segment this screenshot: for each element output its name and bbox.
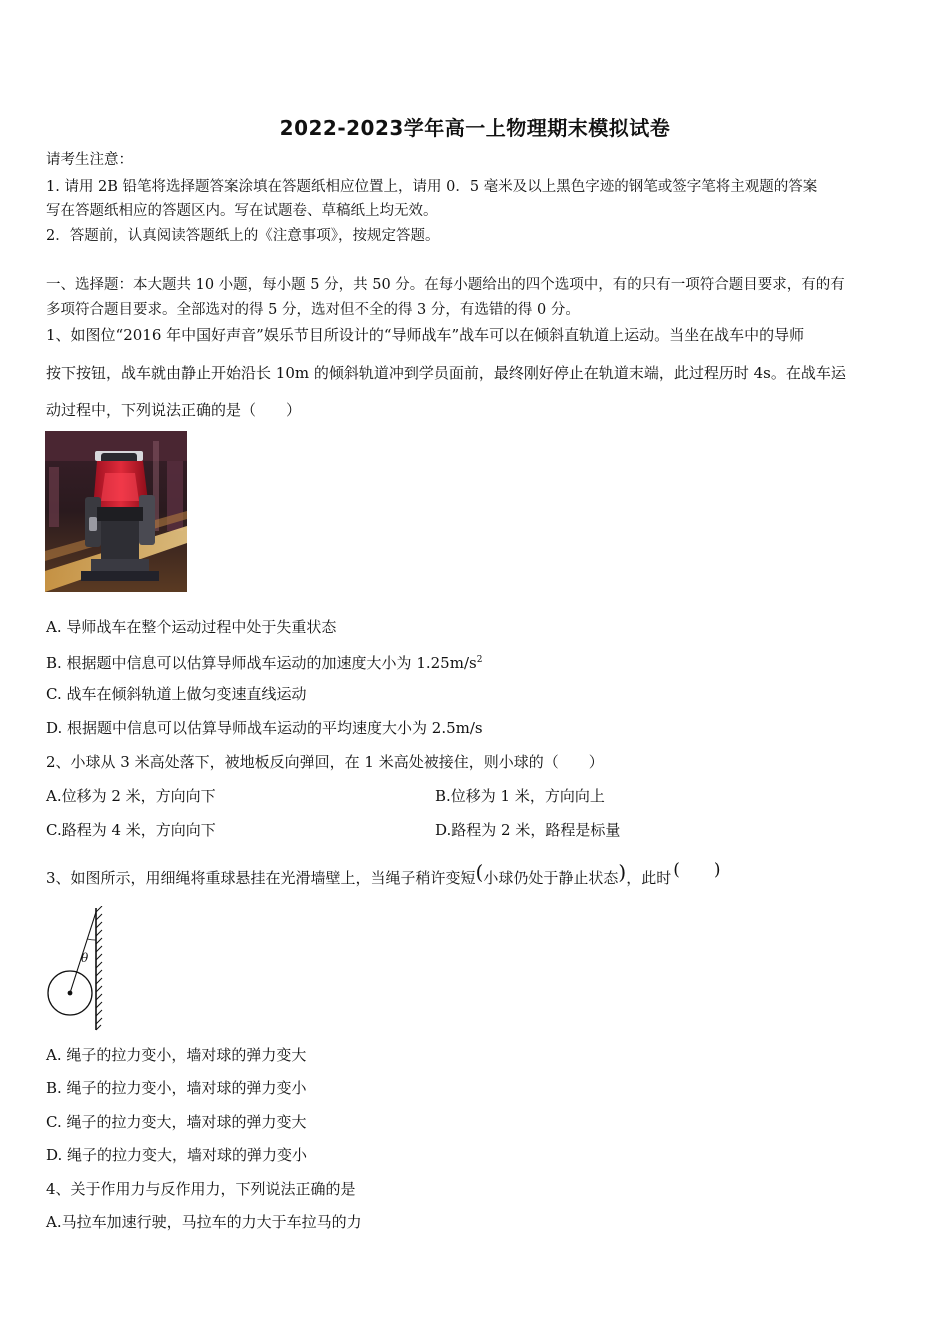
notice-heading: 请考生注意： [46, 152, 133, 168]
q3-stem-part-3: ，此时 [626, 869, 672, 887]
q2-option-d: D.路程为 2 米，路程是标量 [435, 821, 621, 839]
q4-stem: 4、关于作用力与反作用力，下列说法正确的是 [46, 1180, 356, 1198]
page-title: 2022-2023学年高一上物理期末模拟试卷 [279, 116, 671, 140]
q3-option-b: B. 绳子的拉力变小，墙对球的弹力变小 [46, 1079, 307, 1097]
q1-stem-line-2: 按下按钮，战车就由静止开始沿长 10m 的倾斜轨道冲到学员面前，最终刚好停止在轨道末端，此过程历时 4s。在战车运 [46, 364, 846, 382]
section-instruction-line-1: 一、选择题：本大题共 10 小题，每小题 5 分，共 50 分。在每小题给出的四个选项中，有的只有一项符合题目要求，有的有 [46, 277, 845, 293]
q3-open-paren: ( [475, 860, 484, 884]
q2-stem: 2、小球从 3 米高处落下，被地板反向弹回，在 1 米高处被接住，则小球的（ ） [46, 753, 604, 771]
section-instruction-line-2: 多项符合题目要求。全部选对的得 5 分，选对但不全的得 3 分，有选错的得 0 分。 [46, 302, 580, 318]
q4-option-a: A.马拉车加速行驶，马拉车的力大于车拉马的力 [46, 1213, 362, 1231]
q1-stem-line-1: 1、如图位“2016 年中国好声音”娱乐节目所设计的“导师战车”战车可以在倾斜直轨道上运动。当坐在战车中的导师 [46, 326, 805, 344]
q2-option-c: C.路程为 4 米，方向向下 [46, 821, 216, 839]
q3-theta-label: θ [81, 951, 89, 965]
q3-option-c: C. 绳子的拉力变大，墙对球的弹力变大 [46, 1113, 307, 1131]
q2-option-a: A.位移为 2 米，方向向下 [46, 787, 216, 805]
notice-item-1-line-1: 1. 请用 2B 铅笔将选择题答案涂填在答题纸相应位置上，请用 0．5 毫米及以上黑色字迹的钢笔或签字笔将主观题的答案 [46, 179, 818, 195]
q3-stem-part-2: 小球仍处于静止状态 [483, 869, 619, 887]
notice-item-1-line-2: 写在答题纸相应的答题区内。写在试题卷、草稿纸上均无效。 [46, 203, 438, 219]
q3-option-d: D. 绳子的拉力变大，墙对球的弹力变小 [46, 1146, 308, 1164]
q1-option-b-superscript: 2 [476, 655, 483, 665]
q3-ball-wall-diagram [44, 906, 114, 1034]
q3-close-paren: ) [618, 860, 627, 884]
q3-option-a: A. 绳子的拉力变小，墙对球的弹力变大 [46, 1046, 307, 1064]
q1-option-b [46, 650, 482, 673]
q1-option-b-text: B. 根据题中信息可以估算导师战车运动的加速度大小为 1.25m/s [46, 654, 477, 672]
q2-option-b: B.位移为 1 米，方向向上 [435, 787, 605, 805]
q1-option-d: D. 根据题中信息可以估算导师战车运动的平均速度大小为 2.5m/s [46, 719, 483, 737]
q3-stem [46, 860, 721, 888]
q3-stem-part-1: 3、如图所示，用细绳将重球悬挂在光滑墙壁上，当绳子稍许变短 [46, 869, 476, 887]
notice-item-2: 2．答题前，认真阅读答题纸上的《注意事项》，按规定答题。 [46, 228, 440, 244]
q3-answer-blank: ( ) [673, 860, 721, 880]
q1-option-a: A. 导师战车在整个运动过程中处于失重状态 [46, 618, 337, 636]
q1-option-c: C. 战车在倾斜轨道上做匀变速直线运动 [46, 685, 307, 703]
q1-stem-line-3: 动过程中，下列说法正确的是（ ） [46, 401, 302, 419]
q1-chair-photo [45, 431, 187, 592]
